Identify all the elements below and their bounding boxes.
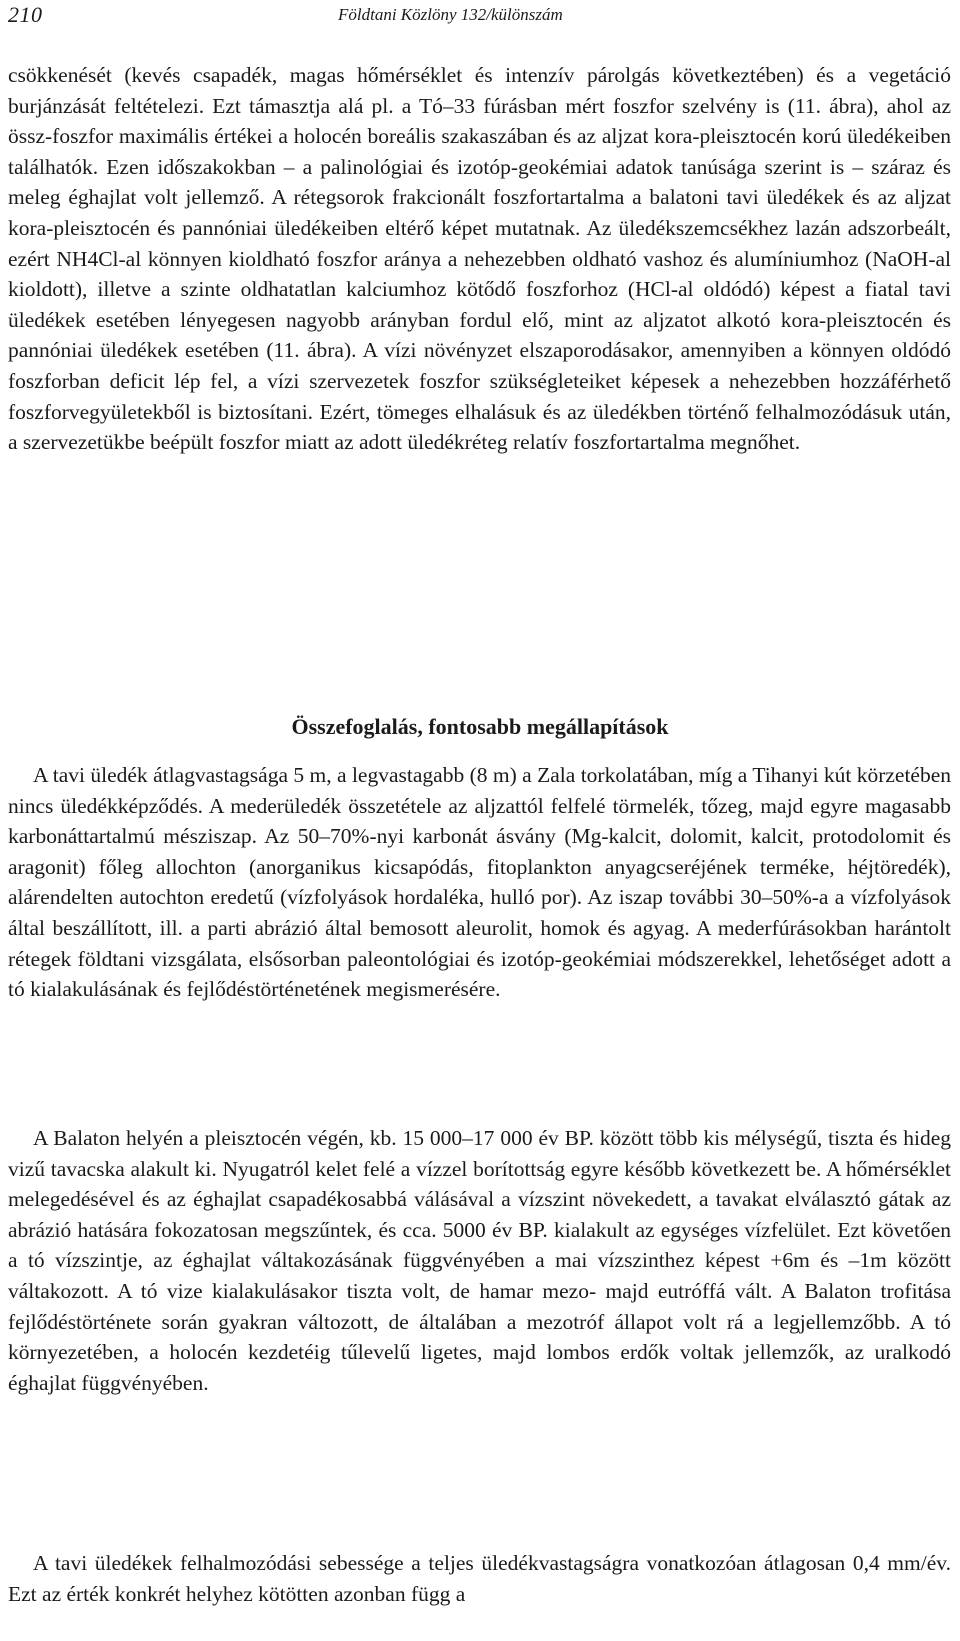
section-heading: Összefoglalás, fontosabb megállapítások [291, 714, 669, 739]
page-number: 210 [8, 2, 43, 27]
body-paragraph-4: A tavi üledékek felhalmozódási sebessége a teljes üledékvastagságra vonatkozóan átlagosan 0,4 mm/év. Ezt az érték konkrét helyhez kötötten azonban függ a [8, 1551, 951, 1606]
journal-title: Földtani Közlöny 132/különszám [338, 5, 563, 24]
running-header [8, 2, 953, 32]
body-paragraph-1: csökkenését (kevés csapadék, magas hőmérséklet és intenzív párolgás következtében) és a vegetáció burjánzását feltételezi. Ezt támasztja alá pl. a Tó–33 fúrásban mért foszfor szelvény is (11. ábra), ahol az össz-foszfor maximális értékei a holocén boreális szakaszában és az aljzat kora-pleisztocén korú üledékeiben találhatók. Ezen időszakokban – a palinológiai és izotóp-geokémiai adatok tanúsága szerint is – száraz és meleg éghajlat volt jellemző. A rétegsorok frakcionált foszfortartalma a balatoni tavi üledékek és az aljzat kora-pleisztocén és pannóniai üledékeiben eltérő képet mutatnak. Az üledékszemcsékhez lazán adszorbeált, ezért NH4Cl-al könnyen kioldható foszfor aránya a nehezebben oldható vashoz és alumíniumhoz (NaOH-al kioldott), illetve a szinte oldhatatlan kalciumhoz kötődő foszforhoz (HCl-al oldódó) képest a fiatal tavi üledékek esetében lényegesen nagyobb arányban fordul elő, mint az aljzatot alkotó kora-pleisztocén és pannóniai üledékek esetében (11. ábra). A vízi növényzet elszaporodásakor, amennyiben a könnyen oldódó foszforban deficit lép fel, a vízi szervezetek foszfor szükségleteiket képesek a nehezebben hozzáférhető foszforvegyületekből is biztosítani. Ezért, tömeges elhalásuk és az üledékben történő felhalmozódásuk után, a szervezetükbe beépült foszfor miatt az adott üledékréteg relatív foszfortartalma megnőhet. [8, 63, 951, 455]
body-paragraph-3: A Balaton helyén a pleisztocén végén, kb. 15 000–17 000 év BP. között több kis mélységű, tiszta és hideg vizű tavacska alakult ki. Nyugatról kelet felé a vízzel borítottság egyre később következett be. A hőmérséklet melegedésével és az éghajlat csapadékosabbá válásával a vízszint növekedett, a tavakat elválasztó gátak az abrázió hatására fokozatosan megszűntek, és cca. 5000 év BP. kialakult az egységes vízfelület. Ezt követően a tó vízszintje, az éghajlat váltakozásának függvényében a mai vízszinthez képest +6m és –1m között váltakozott. A tó vize kialakulásakor tiszta volt, de hamar mezo- majd eutróffá vált. A Balaton trofitása fejlődéstörténete során gyakran változott, de általában a mezotróf állapot volt rá a legjellemzőbb. A tó környezetében, a holocén kezdetéig tűlevelű ligetes, majd lombos erdők voltak jellemzők, az uralkodó éghajlat függvényében. [8, 1126, 951, 1395]
body-paragraph-2: A tavi üledék átlagvastagsága 5 m, a legvastagabb (8 m) a Zala torkolatában, míg a Tihanyi kút körzetében nincs üledékképződés. A mederüledék összetétele az aljzattól felfelé törmelék, tőzeg, majd egyre magasabb karbonáttartalmú mésziszap. Az 50–70%-nyi karbonát ásvány (Mg-kalcit, dolomit, kalcit, protodolomit és aragonit) főleg allochton (anorganikus kicsapódás, fitoplankton anyagcseréjének terméke, héjtöredék), alárendelten autochton eredetű (vízfolyások hordaléka, hulló por). Az iszap további 30–50%-a a vízfolyások által beszállított, ill. a parti abrázió által bemosott aleurolit, homok és agyag. A mederfúrásokban harántolt rétegek földtani vizsgálata, elsősorban paleontológiai és izotóp-geokémiai módszerekkel, lehetőséget adott a tó kialakulásának és fejlődéstörténetének megismerésére. [8, 763, 951, 1002]
